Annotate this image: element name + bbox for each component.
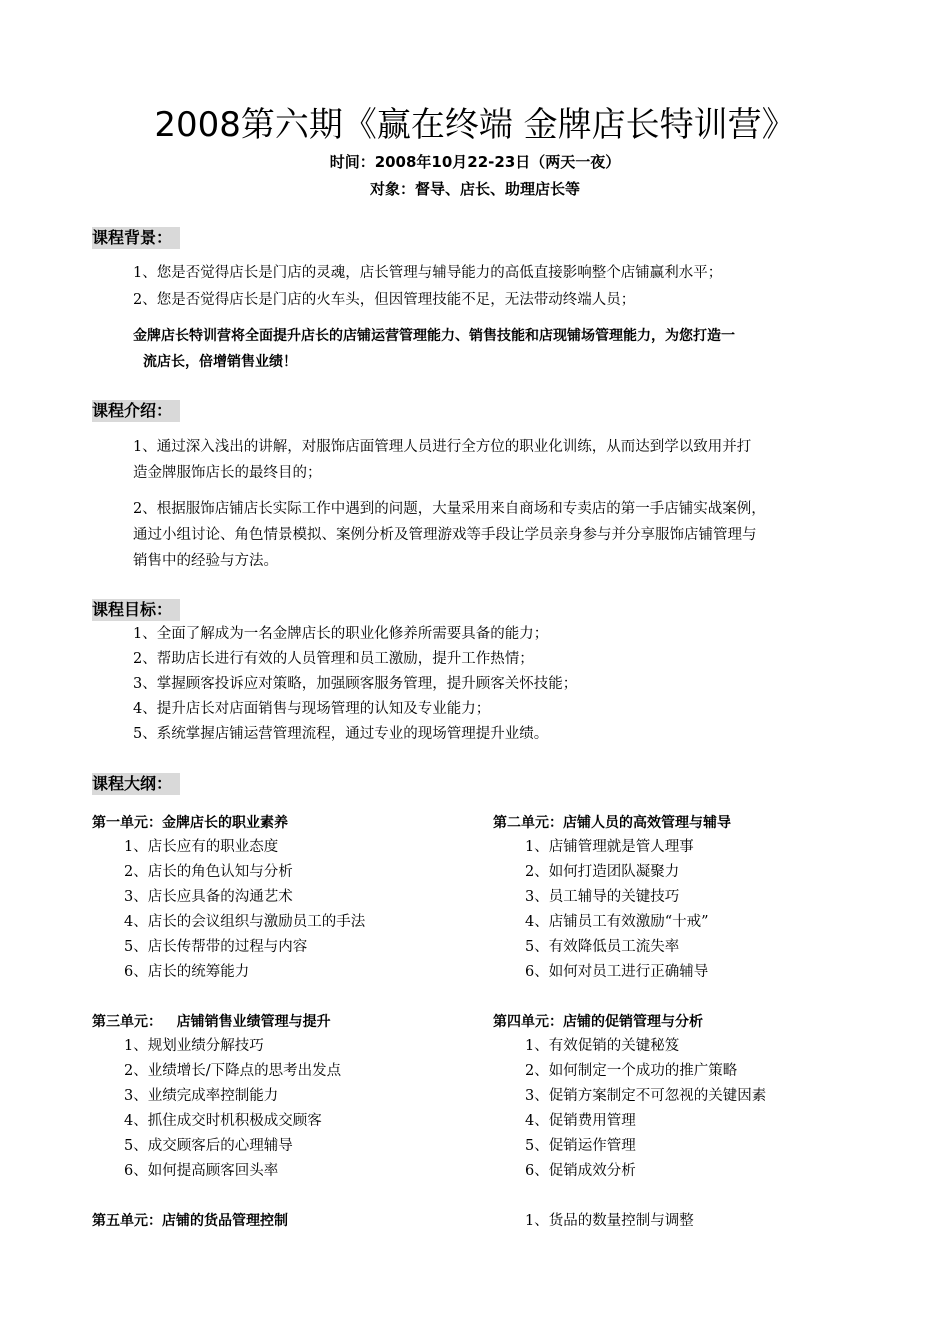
unit-3-title: 第三单元： 店铺销售业绩管理与提升 <box>92 1014 331 1030</box>
document-title: 2008第六期《赢在终端 金牌店长特训营》 <box>154 105 796 145</box>
unit-5-item: 1、货品的数量控制与调整 <box>525 1213 694 1229</box>
intro-p1-line-1: 1、通过深入浅出的讲解，对服饰店面管理人员进行全方位的职业化训练，从而达到学以致用并打 <box>133 439 752 455</box>
background-emphasis-line-2: 流店长，倍增销售业绩！ <box>143 354 297 370</box>
unit-5-title: 第五单元：店铺的货品管理控制 <box>92 1213 288 1229</box>
intro-p2-line-3: 销售中的经验与方法。 <box>133 553 278 569</box>
unit-2-item: 4、店铺员工有效激励“十戒” <box>525 914 709 930</box>
unit-1-item: 4、店长的会议组织与激励员工的手法 <box>124 914 366 930</box>
section-heading-intro: 课程介绍： <box>92 400 180 422</box>
unit-2-item: 6、如何对员工进行正确辅导 <box>525 964 709 980</box>
goal-item-4: 4、提升店长对店面销售与现场管理的认知及专业能力； <box>133 701 491 717</box>
unit-4-item: 5、促销运作管理 <box>525 1138 636 1154</box>
unit-4-item: 6、促销成效分析 <box>525 1163 636 1179</box>
intro-p2-line-2: 通过小组讨论、角色情景模拟、案例分析及管理游戏等手段让学员亲身参与并分享服饰店铺管理与 <box>133 527 757 543</box>
unit-2-item: 2、如何打造团队凝聚力 <box>525 864 680 880</box>
goal-item-1: 1、全面了解成为一名金牌店长的职业化修养所需要具备的能力； <box>133 626 549 642</box>
goal-item-5: 5、系统掌握店铺运营管理流程，通过专业的现场管理提升业绩。 <box>133 726 549 742</box>
unit-1-item: 3、店长应具备的沟通艺术 <box>124 889 293 905</box>
unit-3-item: 1、规划业绩分解技巧 <box>124 1038 264 1054</box>
unit-2-item: 3、员工辅导的关键技巧 <box>525 889 680 905</box>
unit-3-item: 3、业绩完成率控制能力 <box>124 1088 279 1104</box>
unit-4-item: 1、有效促销的关键秘笈 <box>525 1038 680 1054</box>
unit-3-item: 6、如何提高顾客回头率 <box>124 1163 279 1179</box>
unit-4-item: 3、促销方案制定不可忽视的关键因素 <box>525 1088 767 1104</box>
unit-1-item: 6、店长的统筹能力 <box>124 964 250 980</box>
section-heading-goals: 课程目标： <box>92 599 180 621</box>
intro-p2-line-1: 2、根据服饰店铺店长实际工作中遇到的问题，大量采用来自商场和专卖店的第一手店铺实战案例， <box>133 501 766 517</box>
unit-3-item: 2、业绩增长/下降点的思考出发点 <box>124 1063 342 1079</box>
unit-4-item: 4、促销费用管理 <box>525 1113 636 1129</box>
unit-2-item: 5、有效降低员工流失率 <box>525 939 680 955</box>
section-heading-background: 课程背景： <box>92 227 180 249</box>
course-audience: 对象：督导、店长、助理店长等 <box>369 180 580 198</box>
unit-1-item: 1、店长应有的职业态度 <box>124 839 279 855</box>
unit-4-title: 第四单元：店铺的促销管理与分析 <box>493 1014 703 1030</box>
background-item-1: 1、您是否觉得店长是门店的灵魂，店长管理与辅导能力的高低直接影响整个店铺赢利水平； <box>133 265 723 281</box>
section-heading-outline: 课程大纲： <box>92 773 180 795</box>
unit-2-title: 第二单元：店铺人员的高效管理与辅导 <box>493 815 731 831</box>
unit-2-item: 1、店铺管理就是管人理事 <box>525 839 694 855</box>
unit-1-title: 第一单元：金牌店长的职业素养 <box>92 815 288 831</box>
goal-item-2: 2、帮助店长进行有效的人员管理和员工激励，提升工作热情； <box>133 651 534 667</box>
goal-item-3: 3、掌握顾客投诉应对策略，加强顾客服务管理，提升顾客关怀技能； <box>133 676 578 692</box>
unit-1-item: 2、店长的角色认知与分析 <box>124 864 293 880</box>
background-item-2: 2、您是否觉得店长是门店的火车头，但因管理技能不足，无法带动终端人员； <box>133 292 636 308</box>
unit-4-item: 2、如何制定一个成功的推广策略 <box>525 1063 738 1079</box>
background-emphasis-line-1: 金牌店长特训营将全面提升店长的店铺运营管理能力、销售技能和店现铺场管理能力，为您打造一 <box>133 328 735 344</box>
unit-3-item: 5、成交顾客后的心理辅导 <box>124 1138 293 1154</box>
unit-3-item: 4、抓住成交时机积极成交顾客 <box>124 1113 322 1129</box>
course-time: 时间：2008年10月22-23日（两天一夜） <box>329 153 621 171</box>
unit-1-item: 5、店长传帮带的过程与内容 <box>124 939 308 955</box>
intro-p1-line-2: 造金牌服饰店长的最终目的； <box>133 465 322 481</box>
